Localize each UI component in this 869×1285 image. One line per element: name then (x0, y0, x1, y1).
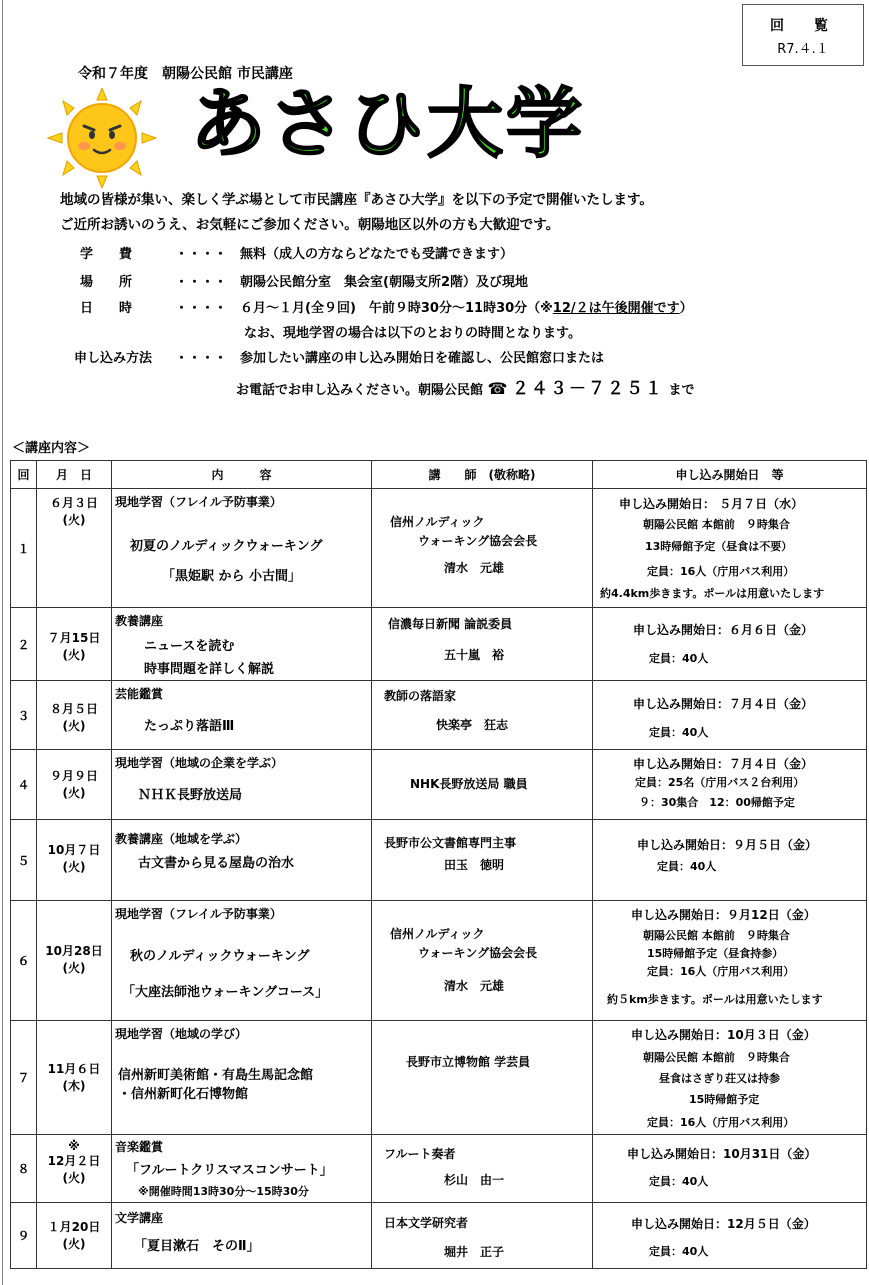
page-border-left (2, 0, 3, 1285)
table-row (11, 1021, 867, 1135)
row-content: 教養講座（地域を学ぶ） 古文書から見る屋島の治水 (112, 820, 372, 901)
intro-line-2: ご近所お誘いのうえ、お気軽にご参加ください。朝陽地区以外の方も大歓迎です。 (60, 217, 560, 233)
col-header-apply: 申し込み開始日 等 (593, 461, 867, 489)
row-date: ※ 12月２日 (火) (37, 1135, 112, 1203)
row-lecturer: 信濃毎日新聞 論説委員 五十嵐 裕 (372, 608, 593, 681)
row-date: 11月６日 (木) (37, 1021, 112, 1135)
row-content: 教養講座 ニュースを読む 時事問題を詳しく解説 (112, 608, 372, 681)
row-no: ４ (11, 750, 37, 820)
row-date: １月20日 (火) (37, 1203, 112, 1269)
row-no: ８ (11, 1135, 37, 1203)
col-header-no: 回 (11, 461, 37, 489)
time-note: なお、現地学習の場合は以下のとおりの時間となります。 (244, 326, 581, 341)
col-header-date: 月 日 (37, 461, 112, 489)
time-dots: ・・・・ (175, 301, 228, 316)
row-content: 現地学習（地域の学び） 信州新町美術館・有島生馬記念館 ・信州新町化石博物館 (112, 1021, 372, 1135)
table-row (11, 681, 867, 750)
row-date: 10月28日 (火) (37, 901, 112, 1021)
row-lecturer: 長野市公文書館専門主事 田玉 徳明 (372, 820, 593, 901)
apply-label: 申し込み方法 (74, 351, 153, 366)
col-header-content: 内 容 (112, 461, 372, 489)
row-content: 現地学習（フレイル予防事業） 秋のノルディックウォーキング 「大座法師池ウォーキングコース」 (112, 901, 372, 1021)
fee-value: 無料（成人の方ならどなたでも受講できます） (240, 247, 514, 262)
col-header-lecturer: 講 師 (敬称略) (372, 461, 593, 489)
row-content: 現地学習（地域の企業を学ぶ） ＮＨＫ長野放送局 (112, 750, 372, 820)
circulation-label: 回 覧 (770, 18, 836, 34)
special-mark: ※ (68, 1139, 80, 1153)
main-title: あさひ大学 (190, 79, 585, 168)
row-lecturer: 教師の落語家 快楽亭 狂志 (372, 681, 593, 750)
row-content: 芸能鑑賞 たっぷり落語Ⅲ (112, 681, 372, 750)
apply-value: 参加したい講座の申し込み開始日を確認し、公民館窓口または (240, 351, 605, 366)
row-no: ３ (11, 681, 37, 750)
row-content: 音楽鑑賞 「フルートクリスマスコンサート」 ※開催時間13時30分～15時30分 (112, 1135, 372, 1203)
table-row (11, 1135, 867, 1203)
fee-label: 学 費 (80, 247, 133, 262)
apply-dots: ・・・・ (175, 351, 228, 366)
sun-icon (46, 88, 158, 188)
circulation-date: R7.４.１ (777, 42, 829, 57)
fee-dots: ・・・・ (175, 247, 228, 262)
table-header-row (11, 461, 867, 489)
place-label: 場 所 (80, 275, 133, 290)
row-no: ２ (11, 608, 37, 681)
row-date: ８月５日 (火) (37, 681, 112, 750)
table-row (11, 608, 867, 681)
row-apply: 申し込み開始日：10月３日（金） 朝陽公民館 本館前 ９時集合 昼食はさぎり荘又は持参 15時帰館予定 定員：16人（庁用バス利用） (593, 1021, 867, 1135)
table-row (11, 750, 867, 820)
row-apply: 申し込み開始日： ５月７日（水） 朝陽公民館 本館前 ９時集合 13時帰館予定（昼食は不要） 定員：16人（庁用バス利用） 約4.4km歩きます。ポールは用意いたします (593, 489, 867, 608)
table-row (11, 820, 867, 901)
afternoon-note: 12/２は午後開催です (552, 301, 680, 316)
table-row (11, 1203, 867, 1269)
row-date: ７月15日 (火) (37, 608, 112, 681)
place-dots: ・・・・ (175, 275, 228, 290)
row-no: １ (11, 489, 37, 608)
row-apply: 申し込み開始日：７月４日（金） 定員：40人 (593, 681, 867, 750)
row-lecturer: 長野市立博物館 学芸員 (372, 1021, 593, 1135)
row-apply: 申し込み開始日：９月12日（金） 朝陽公民館 本館前 ９時集合 15時帰館予定（昼食持参） 定員：16人（庁用バス利用） 約５km歩きます。ポールは用意いたします (593, 901, 867, 1021)
row-apply: 申し込み開始日：10月31日（金） 定員：40人 (593, 1135, 867, 1203)
row-no: ９ (11, 1203, 37, 1269)
time-value: ６月～１月(全９回) 午前９時30分～11時30分（※12/２は午後開催です） (240, 301, 693, 316)
telephone-icon: ☎ (487, 379, 508, 398)
row-apply: 申し込み開始日：７月４日（金） 定員：25名（庁用バス２台利用） ９：30集合 12：00帰館予定 (593, 750, 867, 820)
apply-value-2: お電話でお申し込みください。朝陽公民館 ☎ ２４３－７２５１ まで (236, 379, 695, 399)
table-row (11, 901, 867, 1021)
row-content: 文学講座 「夏目漱石 そのⅡ」 (112, 1203, 372, 1269)
row-apply: 申し込み開始日：６月６日（金） 定員：40人 (593, 608, 867, 681)
row-lecturer: NHK長野放送局 職員 (372, 750, 593, 820)
circulation-box (742, 4, 864, 66)
phone-number: ２４３－７２５１ (512, 379, 665, 399)
row-content: 現地学習（フレイル予防事業） 初夏のノルディックウォーキング 「黒姫駅 から 小古間」 (112, 489, 372, 608)
row-apply: 申し込み開始日：12月５日（金） 定員：40人 (593, 1203, 867, 1269)
row-lecturer: 日本文学研究者 堀井 正子 (372, 1203, 593, 1269)
intro-line-1: 地域の皆様が集い、楽しく学ぶ場として市民講座『あさひ大学』を以下の予定で開催いたします。 (60, 192, 653, 208)
row-no: ６ (11, 901, 37, 1021)
row-date: ９月９日 (火) (37, 750, 112, 820)
section-title: ＜講座内容＞ (12, 441, 91, 456)
row-lecturer: 信州ノルディック ウォーキング協会会長 清水 元雄 (372, 489, 593, 608)
row-apply: 申し込み開始日：９月５日（金） 定員：40人 (593, 820, 867, 901)
row-lecturer: フルート奏者 杉山 由一 (372, 1135, 593, 1203)
header-subtitle: 令和７年度 朝陽公民館 市民講座 (78, 66, 293, 82)
time-label: 日 時 (80, 301, 133, 316)
place-value: 朝陽公民館分室 集会室(朝陽支所2階）及び現地 (240, 275, 528, 290)
table-row (11, 489, 867, 608)
schedule-table (10, 460, 867, 1269)
row-no: ５ (11, 820, 37, 901)
row-date: ６月３日 (火) (37, 489, 112, 608)
row-date: 10月７日 (火) (37, 820, 112, 901)
row-no: ７ (11, 1021, 37, 1135)
row-lecturer: 信州ノルディック ウォーキング協会会長 清水 元雄 (372, 901, 593, 1021)
